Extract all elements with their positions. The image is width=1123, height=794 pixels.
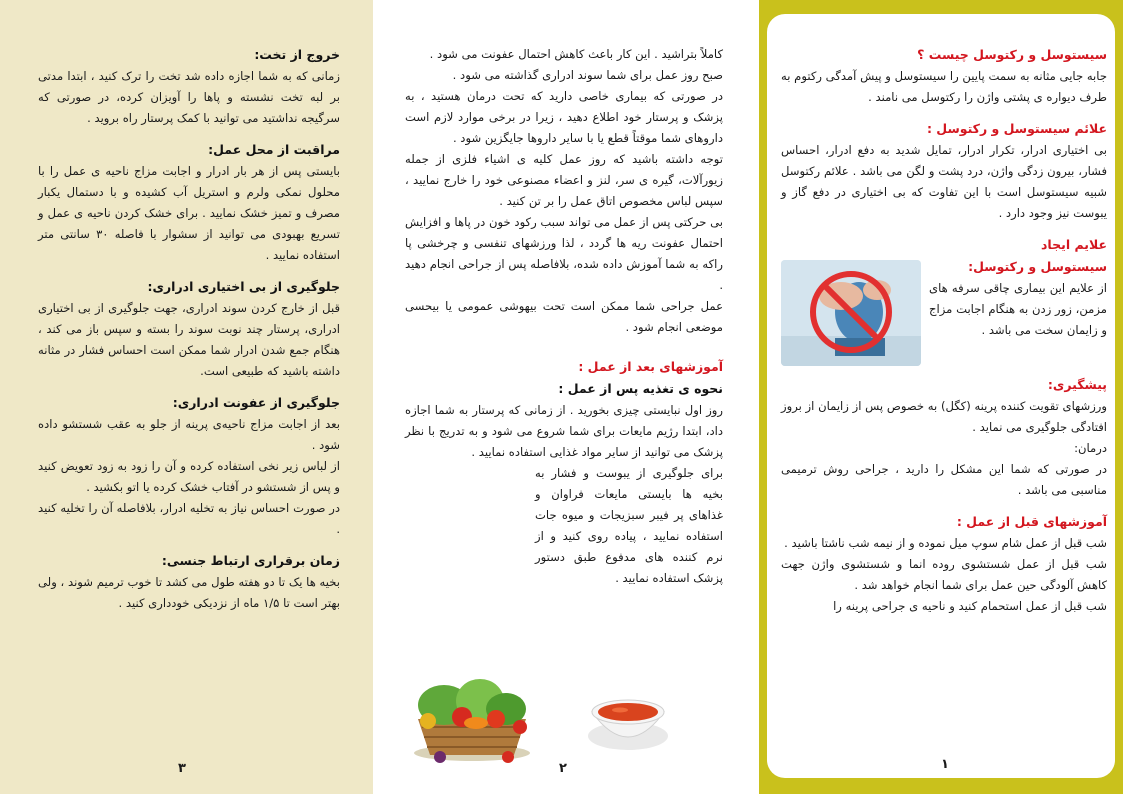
section-title-intercourse: زمان برقراری ارتباط جنسی: bbox=[161, 553, 340, 568]
preop-exercise-text: بی حرکتی پس از عمل می تواند سبب رکود خون در پاها و افزایش احتمال عفونت ریه ها گردد ، لذا ورزشهای تنفسی و چرخشی پا راکه به شما آموزش داده شده، بلافاصله پس از جراحی انجام دهید . bbox=[405, 215, 723, 292]
panel-page-1 bbox=[759, 0, 1123, 794]
panel-page-3 bbox=[0, 0, 373, 794]
panel-3-content bbox=[38, 44, 340, 624]
section-text-infection-3: در صورت احساس نیاز به تخلیه ادرار، بلافاصله آن را تخلیه کنید . bbox=[38, 501, 340, 536]
panel-2-content bbox=[405, 44, 723, 589]
section-title-infection: جلوگیری از عفونت ادراری: bbox=[172, 395, 340, 410]
section-text-incontinence: قبل از خارج کردن سوند ادراری، جهت جلوگیری از بی اختیاری ادراری، پرستار چند نوبت سوند را بسته و سپس باز می کند ، هنگام جمع شدن ادرار شما ممکن است احساس فشار در مثانه داشته باشید که طبیعی است. bbox=[38, 301, 340, 378]
section-text-infection-1: بعد از اجابت مزاج ناحیه‌ی پرینه از جلو به عقب شستشو داده شود . bbox=[38, 417, 340, 452]
preop-catheter-text: صبح روز عمل برای شما سوند ادراری گذاشته می شود . bbox=[452, 68, 723, 82]
preop-shave-text: کاملاً بتراشید . این کار باعث کاهش احتمال عفونت می شود . bbox=[429, 47, 723, 61]
no-straining-image bbox=[781, 260, 921, 366]
soup-bowl-image bbox=[586, 676, 670, 756]
page-number-1: ۱ bbox=[941, 757, 949, 772]
nutrition-text-2: برای جلوگیری از یبوست و فشار به بخیه ها بایستی مایعات فراوان و غذاهای پر فیبر سبزیجات و میوه جات استفاده نمایید ، پیاده روی کنید و از نرم کننده های مدفوع طبق دستور پزشک استفاده نمایید . bbox=[535, 466, 723, 585]
symptoms-text: بی اختیاری ادرار، تکرار ادرار، تمایل شدید به دفع ادرار، احساس فشار، بیرون زدگی واژن، درد پشت و لگن می باشد . علائم رکتوسل شبیه سیستوسل است با این تفاوت که بی اختیاری در دفع گاز و یبوست نیز وجود دارد . bbox=[781, 143, 1107, 220]
treatment-text: در صورتی که شما این مشکل را دارید ، جراحی روش ترمیمی مناسبی می باشد . bbox=[781, 462, 1107, 497]
section-text-intercourse: بخیه ها یک تا دو هفته طول می کشد تا خوب ترمیم شوند ، ولی بهتر است تا ۱/۵ ماه از نزدیکی خودداری کنید . bbox=[38, 575, 340, 610]
preop-metal-items-text: توجه داشته باشید که روز عمل کلیه ی اشیاء فلزی از جمله زیورآلات، گیره ی سر، لنز و اعضاء مصنوعی خود را خارج نمایید ، سپس لباس مخصوص اتاق عمل را بر تن کنید . bbox=[405, 152, 723, 208]
preop-title: آموزشهای قبل از عمل : bbox=[956, 514, 1107, 529]
prevention-title: پیشگیری: bbox=[1047, 377, 1107, 392]
cover-card bbox=[767, 14, 1115, 778]
page-number-3: ۳ bbox=[178, 761, 186, 776]
no-straining-illustration bbox=[781, 260, 921, 366]
preop-text-2: شب قبل از عمل شستشوی روده انما و شستشوی واژن جهت کاهش آلودگی حین عمل برای شما انجام خواهد شد . bbox=[781, 557, 1107, 592]
panel-1-content bbox=[781, 44, 1107, 627]
treatment-label: درمان: bbox=[1074, 441, 1107, 455]
section-text-leaving-bed: زمانی که به شما اجازه داده شد تخت را ترک کنید ، ابتدا مدتی بر لبه تخت نشسته و پاها را آویزان کرده، در صورتی که سرگیجه نداشتید می توانید با کمک پرستار راه بروید . bbox=[38, 69, 340, 125]
page-number-2: ۲ bbox=[559, 761, 567, 776]
section-title-leaving-bed: خروج از تخت: bbox=[254, 47, 340, 62]
preop-text-3: شب قبل از عمل استحمام کنید و ناحیه ی جراحی پرینه را bbox=[833, 599, 1107, 613]
what-is-text: جابه جایی مثانه به سمت پایین را سیستوسل و پیش آمدگی رکتوم به طرف دیواره ی پشتی واژن را رکتوسل می نامند . bbox=[781, 69, 1107, 104]
prevention-text: ورزشهای تقویت کننده پرینه (کگل) به خصوص پس از زایمان از بروز افتادگی جلوگیری می نماید . bbox=[781, 399, 1107, 434]
panel-page-2 bbox=[373, 0, 759, 794]
causes-title-1: علایم ایجاد bbox=[1041, 237, 1107, 252]
preop-text-1: شب قبل از عمل شام سوپ میل نموده و از نیمه شب ناشتا باشید . bbox=[784, 536, 1107, 550]
preop-anesthesia-text: عمل جراحی شما ممکن است تحت بیهوشی عمومی یا بیحسی موضعی انجام شود . bbox=[405, 299, 723, 334]
section-text-infection-2: از لباس زیر نخی استفاده کرده و آن را زود به زود تعویض کنید و پس از شستشو در آفتاب خشک کرده یا اتو بکشید . bbox=[38, 459, 340, 494]
section-text-wound-care: بایستی پس از هر بار ادرار و اجابت مزاج ناحیه ی عمل را با محلول نمکی ولرم و استریل آب کشیده و با دستمال یکبار مصرف و تمیز خشک نمایید . برای خشک کردن ناحیه ی عمل و تسریع بهبودی می توانید از سشوار با فاصله ۳۰ سانتی متر استفاده نمایید . bbox=[38, 164, 340, 262]
preop-medication-text: در صورتی که بیماری خاصی دارید که تحت درمان هستید ، به پزشک و پرستار خود اطلاع دهید ، زیرا در برخی موارد لازم است داروهای شما موقتاً قطع یا با سایر داروها جایگزین شود . bbox=[405, 89, 723, 145]
postop-title: آموزشهای بعد از عمل : bbox=[578, 359, 723, 374]
causes-title-2: سیستوسل و رکتوسل: bbox=[968, 259, 1107, 274]
section-title-wound-care: مراقبت از محل عمل: bbox=[208, 142, 340, 157]
nutrition-title: نحوه ی تغذیه پس از عمل : bbox=[558, 381, 723, 396]
symptoms-title: علائم سیستوسل و رکتوسل : bbox=[926, 121, 1107, 136]
section-title-incontinence: جلوگیری از بی اختیاری ادراری: bbox=[147, 279, 340, 294]
causes-text: از علایم این بیماری چاقی سرفه های مزمن، زور زدن به هنگام اجابت مزاج و زایمان سخت می باشد . bbox=[929, 281, 1107, 337]
nutrition-text-1: روز اول نبایستی چیزی بخورید . از زمانی که پرستار به شما اجازه داد، ابتدا رژیم مایعات برای شما شروع می شود و به تدریج با نظر پزشک می توانید از سایر مواد غذایی استفاده نمایید . bbox=[405, 403, 723, 459]
vegetables-basket-image bbox=[410, 667, 534, 763]
what-is-title: سیستوسل و رکتوسل چیست ؟ bbox=[917, 47, 1107, 62]
